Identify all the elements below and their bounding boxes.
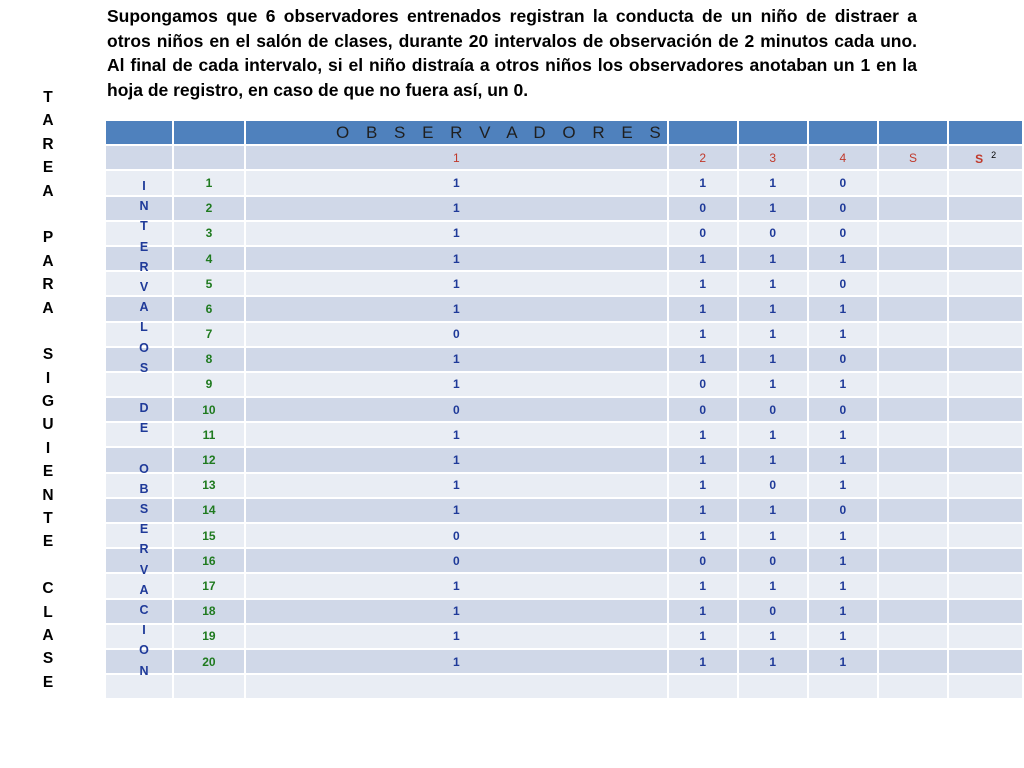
table-row-empty [105,674,1023,699]
table-header-row [105,120,1023,145]
observer-4-value: 0 [808,221,878,246]
s-value-cell [878,523,948,548]
observer-3-value: 1 [738,271,808,296]
observer-2-value: 1 [668,447,738,472]
header-cell-empty [738,120,808,145]
observer-3-value: 1 [738,322,808,347]
interval-label-letter: I [142,623,146,638]
s-value-cell [878,372,948,397]
observer-1-value: 1 [245,296,668,321]
table-row [105,548,1023,573]
header-cell-empty [948,120,1023,145]
s-squared-value-cell [948,599,1023,624]
side-title-gap [34,554,62,577]
interval-number: 12 [173,447,245,472]
side-title-letter: E [42,673,54,691]
observer-4-value: 0 [808,397,878,422]
s-squared-value-cell [948,296,1023,321]
observer-1-value: 1 [245,624,668,649]
observer-number-row [105,145,1023,170]
observer-1-value: 1 [245,599,668,624]
observer-4-value: 1 [808,296,878,321]
s-value-cell [878,246,948,271]
observer-4-value: 1 [808,322,878,347]
observer-2-value: 0 [668,548,738,573]
observer-3-value: 1 [738,246,808,271]
observer-3-value: 0 [738,599,808,624]
s-value-cell [878,548,948,573]
s-squared-value-cell [948,372,1023,397]
side-title-letter: G [41,393,55,411]
side-title-letter: E [42,463,54,481]
s-squared-value-cell [948,347,1023,372]
interval-number: 15 [173,523,245,548]
s-squared-value-cell [948,473,1023,498]
table-row [105,573,1023,598]
s-value-cell [878,296,948,321]
side-title-letter: U [42,416,54,434]
s-squared-value-cell [948,397,1023,422]
observer-1-value: 1 [245,271,668,296]
table-row [105,271,1023,296]
interval-label-letter: O [139,461,149,476]
observer-1-header: 1 [245,145,668,170]
observer-4-value: 1 [808,246,878,271]
observer-4-value: 1 [808,573,878,598]
s-squared-column-header [948,145,1023,170]
observer-2-value: 1 [668,271,738,296]
interval-number: 11 [173,422,245,447]
s-value-cell [878,422,948,447]
observer-1-value: 0 [245,397,668,422]
observer-1-value: 1 [245,196,668,221]
interval-label-letter: V [139,279,149,294]
empty-cell [668,674,738,699]
observer-1-value: 1 [245,422,668,447]
observer-2-value: 1 [668,473,738,498]
s-squared-value-cell [948,447,1023,472]
observer-1-value: 1 [245,246,668,271]
s-squared-value-cell [948,422,1023,447]
observer-4-value: 1 [808,372,878,397]
observer-2-value: 0 [668,196,738,221]
interval-label-letter: I [142,179,146,193]
interval-number: 17 [173,573,245,598]
observer-2-value: 1 [668,246,738,271]
interval-label-letter: O [139,643,149,658]
subheader-cell-empty [105,145,173,170]
observer-4-value: 0 [808,271,878,296]
s-value-cell [878,271,948,296]
observer-2-value: 0 [668,372,738,397]
interval-number: 6 [173,296,245,321]
interval-number: 3 [173,221,245,246]
observer-4-value: 0 [808,196,878,221]
interval-label-letter: A [139,300,149,315]
intro-paragraph: Supongamos que 6 observadores entrenados registran la conducta de un niño de distraer a otros niños en el salón de clases, durante 20 intervalos de observación de 2 minutos cada uno. Al final de cada intervalo, si el niño distraía a otros niños los observadores anotaban un 1 en la hoja de registro, en caso de que no fuera así, un 0. [107,6,917,100]
observer-2-value: 1 [668,599,738,624]
interval-number: 5 [173,271,245,296]
interval-number: 10 [173,397,245,422]
table-row [105,599,1023,624]
interval-label-letter: E [139,239,149,254]
interval-number: 14 [173,498,245,523]
observer-4-value: 1 [808,422,878,447]
observer-1-value: 1 [245,473,668,498]
observer-3-value: 1 [738,498,808,523]
s-value-cell [878,170,948,195]
empty-cell [738,674,808,699]
s-squared-value-cell [948,322,1023,347]
side-title-letter: N [42,486,54,504]
interval-label-letter: S [139,360,149,375]
s-squared-value-cell [948,498,1023,523]
interval-label-letter: N [139,663,149,678]
observer-2-value: 1 [668,523,738,548]
side-title-letter: A [42,182,54,200]
empty-cell [878,674,948,699]
header-cell-empty [808,120,878,145]
interval-number: 13 [173,473,245,498]
side-title-letter: T [43,510,53,528]
s-value-cell [878,447,948,472]
table-row [105,246,1023,271]
observer-4-value: 0 [808,498,878,523]
observer-4-header: 4 [808,145,878,170]
observer-2-value: 1 [668,296,738,321]
s-squared-value-cell [948,624,1023,649]
observer-3-value: 1 [738,422,808,447]
observer-3-value: 0 [738,548,808,573]
s-value-cell [878,624,948,649]
empty-cell [948,674,1023,699]
empty-cell [245,674,668,699]
observers-header-label: O B S E R V A D O R E S [245,120,668,145]
side-title-letter: S [42,650,54,668]
table-row [105,523,1023,548]
interval-label-letter: O [139,340,149,355]
observer-1-value: 1 [245,170,668,195]
table-row [105,498,1023,523]
observer-3-value: 1 [738,170,808,195]
observer-3-value: 0 [738,397,808,422]
side-title-letter: P [42,229,54,247]
s-squared-value-cell [948,246,1023,271]
s-squared-superscript: 2 [991,149,997,160]
observer-2-value: 0 [668,221,738,246]
observer-1-value: 1 [245,649,668,674]
s-squared-label: S [975,151,984,166]
observer-4-value: 1 [808,624,878,649]
header-cell-empty [173,120,245,145]
observer-2-value: 1 [668,322,738,347]
interval-label-letter: V [139,562,149,577]
observer-3-value: 0 [738,473,808,498]
header-cell-empty [105,120,173,145]
observer-4-value: 0 [808,347,878,372]
table-row [105,372,1023,397]
empty-cell [808,674,878,699]
side-title-gap [34,320,62,343]
side-title-letter: E [42,159,54,177]
side-title-letter: R [42,276,54,294]
table-row [105,196,1023,221]
observer-4-value: 1 [808,548,878,573]
interval-number: 16 [173,548,245,573]
observer-2-value: 1 [668,624,738,649]
s-value-cell [878,347,948,372]
interval-label-letter: L [140,320,148,335]
interval-label-letter: N [139,199,149,214]
interval-number: 2 [173,196,245,221]
observation-table [104,119,1024,700]
observer-1-value: 0 [245,523,668,548]
s-squared-value-cell [948,573,1023,598]
observer-1-value: 1 [245,347,668,372]
interval-label-letter: C [139,602,149,617]
side-title-letter: A [42,299,54,317]
interval-label-letter: A [139,582,149,597]
observer-2-value: 1 [668,422,738,447]
s-value-cell [878,649,948,674]
s-value-cell [878,473,948,498]
observer-3-value: 1 [738,523,808,548]
observer-1-value: 1 [245,498,668,523]
s-squared-value-cell [948,271,1023,296]
s-squared-value-cell [948,170,1023,195]
interval-label-letter: T [140,219,148,234]
observer-2-header: 2 [668,145,738,170]
empty-cell [173,674,245,699]
interval-number: 19 [173,624,245,649]
observer-4-value: 1 [808,523,878,548]
interval-label-letter: S [139,502,149,516]
observer-2-value: 1 [668,498,738,523]
side-title-letter: A [42,252,54,270]
table-row [105,624,1023,649]
header-cell-empty [878,120,948,145]
observer-3-value: 1 [738,649,808,674]
observer-3-value: 1 [738,624,808,649]
observer-3-value: 1 [738,196,808,221]
table-row [105,322,1023,347]
s-value-cell [878,322,948,347]
s-value-cell [878,498,948,523]
s-squared-value-cell [948,221,1023,246]
side-title-letter: L [43,603,53,621]
observer-1-value: 0 [245,322,668,347]
interval-label-letter: D [139,401,149,416]
observer-2-value: 1 [668,170,738,195]
s-value-cell [878,221,948,246]
interval-number: 18 [173,599,245,624]
s-squared-value-cell [948,649,1023,674]
observer-3-value: 1 [738,447,808,472]
observer-4-value: 0 [808,170,878,195]
observer-2-value: 1 [668,347,738,372]
observer-3-value: 1 [738,372,808,397]
observer-2-value: 0 [668,397,738,422]
interval-number: 20 [173,649,245,674]
observer-1-value: 1 [245,447,668,472]
observer-3-value: 0 [738,221,808,246]
interval-number: 7 [173,322,245,347]
interval-label-letter: E [139,522,149,537]
table-row [105,397,1023,422]
side-title-gap [34,203,62,226]
observer-3-value: 1 [738,347,808,372]
interval-label-gap [129,438,159,458]
side-title-letter: R [42,135,54,153]
observer-3-value: 1 [738,573,808,598]
s-value-cell [878,397,948,422]
s-column-header: S [878,145,948,170]
observer-3-value: 1 [738,296,808,321]
table-row [105,221,1023,246]
table-row [105,422,1023,447]
s-value-cell [878,573,948,598]
interval-label-gap [129,378,159,398]
side-title-letter: T [43,89,53,106]
interval-number: 4 [173,246,245,271]
s-squared-value-cell [948,523,1023,548]
observer-4-value: 1 [808,599,878,624]
observer-3-header: 3 [738,145,808,170]
table-row [105,473,1023,498]
side-title-letter: A [42,626,54,644]
interval-label-letter: R [139,259,149,274]
interval-label-letter: E [139,421,149,436]
side-title-letter: I [45,369,51,387]
observer-4-value: 1 [808,649,878,674]
observer-2-value: 1 [668,649,738,674]
side-title-letter: C [42,580,54,598]
s-value-cell [878,196,948,221]
observer-2-value: 1 [668,573,738,598]
table-row [105,296,1023,321]
subheader-cell-empty [173,145,245,170]
table-row [105,447,1023,472]
observer-4-value: 1 [808,473,878,498]
s-squared-value-cell [948,196,1023,221]
side-title-vertical [34,86,62,694]
interval-number: 8 [173,347,245,372]
interval-number: 9 [173,372,245,397]
intervals-vertical-label [129,176,159,681]
interval-number: 1 [173,170,245,195]
side-title-letter: E [42,533,54,551]
observer-1-value: 0 [245,548,668,573]
observer-4-value: 1 [808,447,878,472]
header-cell-empty [668,120,738,145]
observer-1-value: 1 [245,573,668,598]
side-title-letter: A [42,112,54,130]
observer-1-value: 1 [245,372,668,397]
side-title-letter: S [42,346,54,364]
s-value-cell [878,599,948,624]
interval-label-letter: B [139,481,149,496]
s-squared-value-cell [948,548,1023,573]
table-row [105,170,1023,195]
interval-label-letter: R [139,542,149,557]
table-row [105,347,1023,372]
table-row [105,649,1023,674]
observer-1-value: 1 [245,221,668,246]
side-title-letter: I [45,439,51,457]
